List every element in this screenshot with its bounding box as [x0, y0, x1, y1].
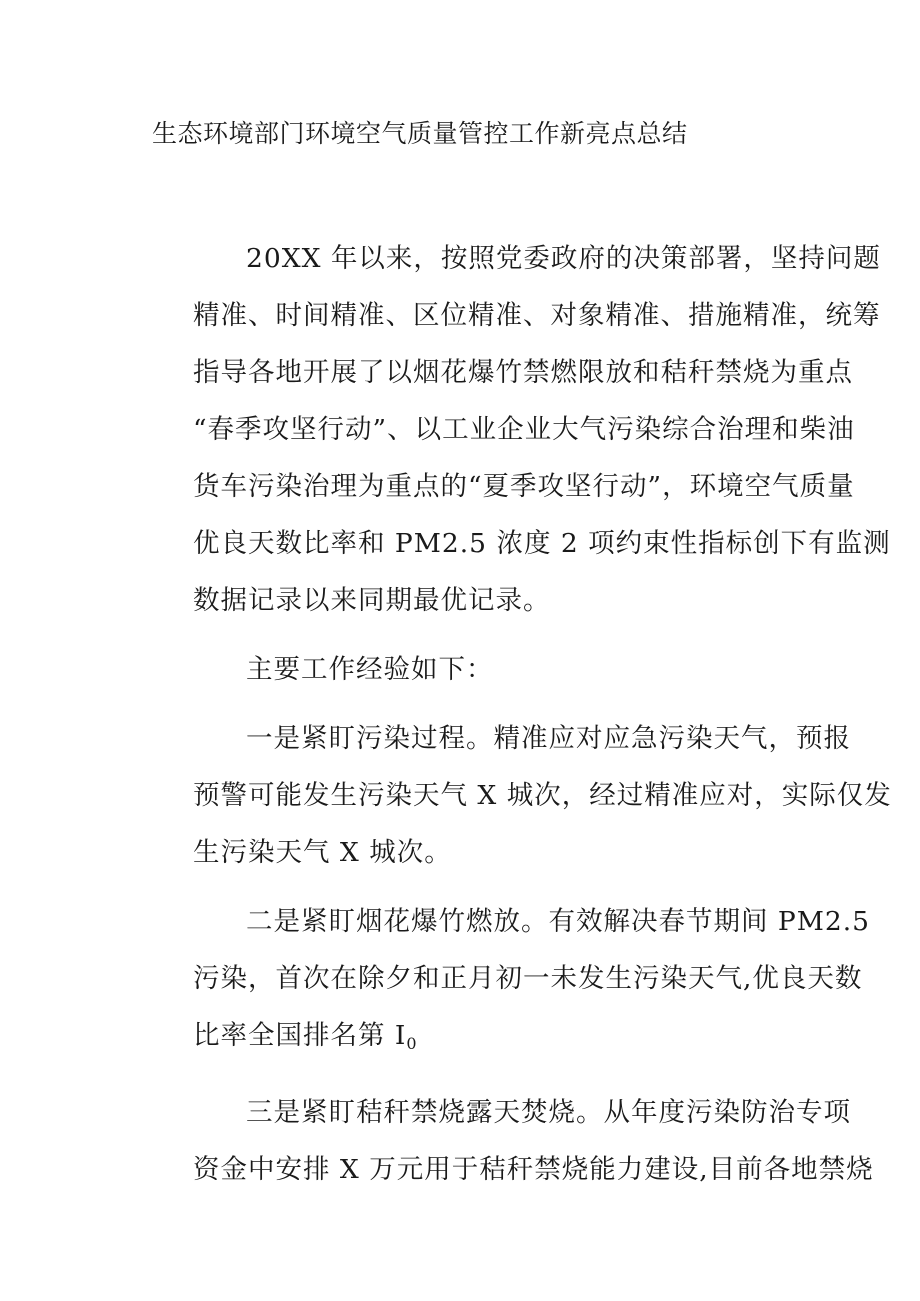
- text-line: 二是紧盯烟花爆竹燃放。有效解决春节期间 PM2.5: [246, 906, 871, 937]
- text-line: 20XX 年以来，按照党委政府的决策部署，坚持问题: [246, 243, 881, 274]
- paragraph-intro: [140, 230, 891, 629]
- text-line: 精准、时间精准、区位精准、对象精准、措施精准，统筹: [193, 300, 881, 331]
- document-title: 生态环境部门环境空气质量管控工作新亮点总结: [152, 119, 688, 148]
- text-line: 货车污染治理为重点的“夏季攻坚行动”，环境空气质量: [193, 471, 855, 502]
- text-line: 优良天数比率和 PM2.5 浓度 2 项约束性指标创下有监测: [193, 528, 891, 559]
- paragraph-experience-heading: [140, 641, 790, 698]
- text-line: 预警可能发生污染天气 X 城次，经过精准应对，实际仅发: [193, 780, 892, 811]
- text-line: 主要工作经验如下：: [246, 654, 494, 685]
- text-line: “春季攻坚行动”、以工业企业大气污染综合治理和柴油: [193, 414, 855, 445]
- text-line: 比率全国排名第 I: [193, 1020, 407, 1051]
- text-line: 三是紧盯秸秆禁烧露天焚烧。从年度污染防治专项: [246, 1097, 851, 1128]
- text-line: 资金中安排 X 万元用于秸秆禁烧能力建设,目前各地禁烧: [193, 1154, 874, 1185]
- text-line: 生污染天气 X 城次。: [193, 837, 452, 868]
- paragraph-point-two: [140, 893, 871, 1072]
- text-line: 数据记录以来同期最优记录。: [193, 585, 551, 616]
- text-line: 一是紧盯污染过程。精准应对应急污染天气，预报: [246, 723, 851, 754]
- subscript-text: 0: [406, 1034, 418, 1053]
- text-line: 污染，首次在除夕和正月初一未发生污染天气,优良天数: [193, 963, 863, 994]
- paragraph-point-three: [140, 1084, 874, 1198]
- document-body: [140, 230, 892, 1198]
- text-line-with-subscript: [140, 1007, 790, 1072]
- paragraph-point-one: [140, 710, 892, 881]
- text-line: 指导各地开展了以烟花爆竹禁燃限放和秸秆禁烧为重点: [193, 357, 853, 388]
